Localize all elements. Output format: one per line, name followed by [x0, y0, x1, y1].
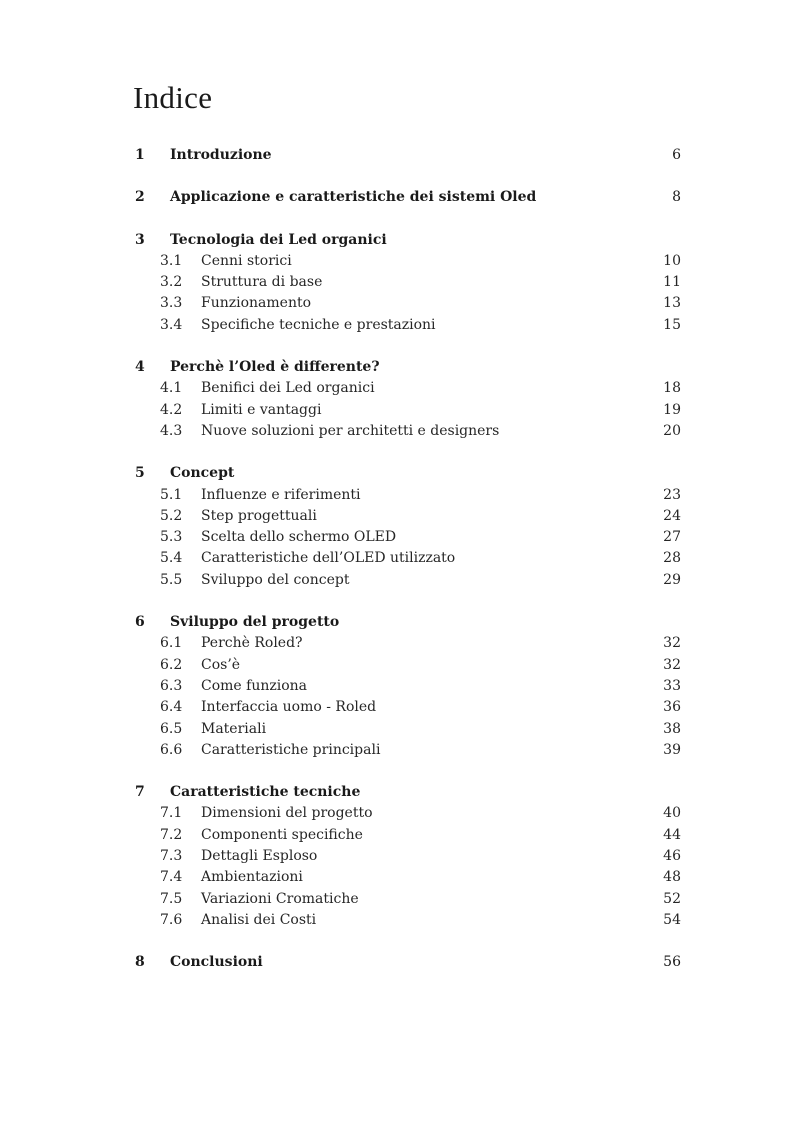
section-number: 7.5	[160, 890, 183, 907]
section-title: Nuove soluzioni per architetti e designers	[201, 422, 500, 439]
toc-section-entry[interactable]	[133, 803, 681, 824]
chapter-title: Sviluppo del progetto	[170, 614, 340, 631]
section-number: 6.3	[160, 677, 183, 694]
section-page-number: 28	[663, 550, 681, 567]
section-number: 7.1	[160, 805, 183, 822]
chapter-page-number: 6	[672, 147, 681, 163]
chapter-title: Concept	[170, 465, 235, 482]
section-page-number: 24	[663, 507, 681, 524]
section-page-number: 32	[663, 635, 681, 652]
chapter-number: 4	[135, 359, 145, 376]
section-page-number: 27	[663, 529, 681, 546]
chapter-title: Conclusioni	[170, 954, 263, 971]
toc-section-entry[interactable]	[133, 633, 681, 654]
toc-section-entry[interactable]	[133, 421, 681, 442]
section-page-number: 13	[663, 295, 681, 312]
section-page-number: 10	[663, 252, 681, 269]
chapter-number: 6	[135, 614, 145, 631]
toc-chapter-entry[interactable]	[133, 612, 681, 633]
section-title: Benifici dei Led organici	[201, 380, 375, 397]
toc-section-entry[interactable]	[133, 527, 681, 548]
toc-section-entry[interactable]	[133, 740, 681, 761]
section-page-number: 52	[663, 890, 681, 907]
section-page-number: 20	[663, 422, 681, 439]
toc-section-entry[interactable]	[133, 697, 681, 718]
toc-chapter	[133, 612, 681, 761]
section-page-number: 46	[663, 848, 681, 865]
section-title: Step progettuali	[201, 507, 317, 524]
chapter-number: 2	[135, 189, 145, 206]
toc-chapter-entry[interactable]	[133, 230, 681, 251]
section-title: Caratteristiche dell’OLED utilizzato	[201, 550, 456, 567]
chapter-title: Introduzione	[170, 147, 272, 163]
toc-chapter-entry[interactable]	[133, 782, 681, 803]
section-title: Analisi dei Costi	[201, 911, 317, 928]
section-title: Influenze e riferimenti	[201, 486, 361, 503]
section-number: 6.4	[160, 699, 183, 716]
section-number: 6.6	[160, 741, 183, 758]
section-number: 7.4	[160, 869, 183, 886]
toc-chapter	[133, 357, 681, 442]
section-page-number: 54	[663, 911, 681, 928]
chapter-title: Caratteristiche tecniche	[170, 784, 361, 801]
section-title: Componenti specifiche	[201, 826, 363, 843]
section-number: 3.1	[160, 252, 183, 269]
section-number: 7.2	[160, 826, 183, 843]
section-title: Interfaccia uomo - Roled	[201, 699, 377, 716]
toc-chapter-entry[interactable]	[133, 187, 681, 208]
toc-chapter	[133, 463, 681, 591]
chapter-number: 1	[135, 147, 145, 163]
section-title: Struttura di base	[201, 274, 323, 291]
section-page-number: 29	[663, 571, 681, 588]
toc-section-entry[interactable]	[133, 251, 681, 272]
section-number: 5.3	[160, 529, 183, 546]
section-number: 3.4	[160, 316, 183, 333]
section-title: Dettagli Esploso	[201, 848, 318, 865]
toc-section-entry[interactable]	[133, 378, 681, 399]
section-title: Cenni storici	[201, 252, 292, 269]
section-title: Variazioni Cromatiche	[201, 890, 359, 907]
toc-section-entry[interactable]	[133, 889, 681, 910]
toc-section-entry[interactable]	[133, 293, 681, 314]
chapter-title: Perchè l’Oled è differente?	[170, 359, 380, 376]
section-number: 3.3	[160, 295, 183, 312]
toc-section-entry[interactable]	[133, 719, 681, 740]
section-title: Come funziona	[201, 677, 308, 694]
section-number: 4.3	[160, 422, 183, 439]
toc-chapter-entry[interactable]	[133, 357, 681, 378]
section-page-number: 23	[663, 486, 681, 503]
toc-chapter	[133, 187, 681, 208]
toc-section-entry[interactable]	[133, 655, 681, 676]
section-title: Perchè Roled?	[201, 635, 303, 652]
chapter-title: Applicazione e caratteristiche dei sistemi Oled	[170, 189, 537, 206]
section-title: Caratteristiche principali	[201, 741, 381, 758]
toc-section-entry[interactable]	[133, 676, 681, 697]
section-number: 6.5	[160, 720, 183, 737]
section-page-number: 36	[663, 699, 681, 716]
chapter-number: 3	[135, 231, 145, 248]
section-title: Scelta dello schermo OLED	[201, 529, 397, 546]
toc-section-entry[interactable]	[133, 910, 681, 931]
section-page-number: 15	[663, 316, 681, 333]
toc-section-entry[interactable]	[133, 272, 681, 293]
section-title: Ambientazioni	[201, 869, 303, 886]
page-title: Indice	[133, 80, 213, 115]
section-number: 4.1	[160, 380, 183, 397]
section-number: 5.4	[160, 550, 183, 567]
section-title: Limiti e vantaggi	[201, 401, 322, 418]
section-number: 7.3	[160, 848, 183, 865]
toc-section-entry[interactable]	[133, 506, 681, 527]
toc-section-entry[interactable]	[133, 400, 681, 421]
chapter-title: Tecnologia dei Led organici	[170, 231, 387, 248]
section-page-number: 48	[663, 869, 681, 886]
section-number: 5.5	[160, 571, 183, 588]
chapter-page-number: 8	[672, 189, 681, 206]
toc-section-entry[interactable]	[133, 548, 681, 569]
section-page-number: 32	[663, 656, 681, 673]
toc-section-entry[interactable]	[133, 570, 681, 591]
section-title: Specifiche tecniche e prestazioni	[201, 316, 436, 333]
section-page-number: 33	[663, 677, 681, 694]
chapter-number: 8	[135, 954, 145, 971]
toc-chapter	[133, 145, 681, 166]
toc-chapter	[133, 230, 681, 336]
section-number: 6.1	[160, 635, 183, 652]
section-number: 5.1	[160, 486, 183, 503]
table-of-contents	[133, 145, 681, 995]
toc-chapter	[133, 782, 681, 931]
toc-chapter-entry[interactable]	[133, 952, 681, 973]
toc-section-entry[interactable]	[133, 315, 681, 336]
toc-section-entry[interactable]	[133, 825, 681, 846]
section-page-number: 18	[663, 380, 681, 397]
section-number: 4.2	[160, 401, 183, 418]
section-page-number: 19	[663, 401, 681, 418]
toc-section-entry[interactable]	[133, 485, 681, 506]
section-page-number: 44	[663, 826, 681, 843]
section-title: Dimensioni del progetto	[201, 805, 373, 822]
toc-chapter-entry[interactable]	[133, 463, 681, 484]
section-title: Cos’è	[201, 656, 241, 673]
section-title: Materiali	[201, 720, 267, 737]
section-number: 6.2	[160, 656, 183, 673]
chapter-number: 5	[135, 465, 145, 482]
chapter-page-number: 56	[663, 954, 681, 971]
toc-chapter	[133, 952, 681, 973]
section-title: Funzionamento	[201, 295, 312, 312]
toc-section-entry[interactable]	[133, 846, 681, 867]
section-page-number: 39	[663, 741, 681, 758]
toc-chapter-entry[interactable]	[133, 145, 681, 166]
section-title: Sviluppo del concept	[201, 571, 350, 588]
section-number: 7.6	[160, 911, 183, 928]
section-number: 5.2	[160, 507, 183, 524]
section-page-number: 11	[663, 274, 681, 291]
section-page-number: 40	[663, 805, 681, 822]
toc-section-entry[interactable]	[133, 867, 681, 888]
section-number: 3.2	[160, 274, 183, 291]
section-page-number: 38	[663, 720, 681, 737]
chapter-number: 7	[135, 784, 145, 801]
